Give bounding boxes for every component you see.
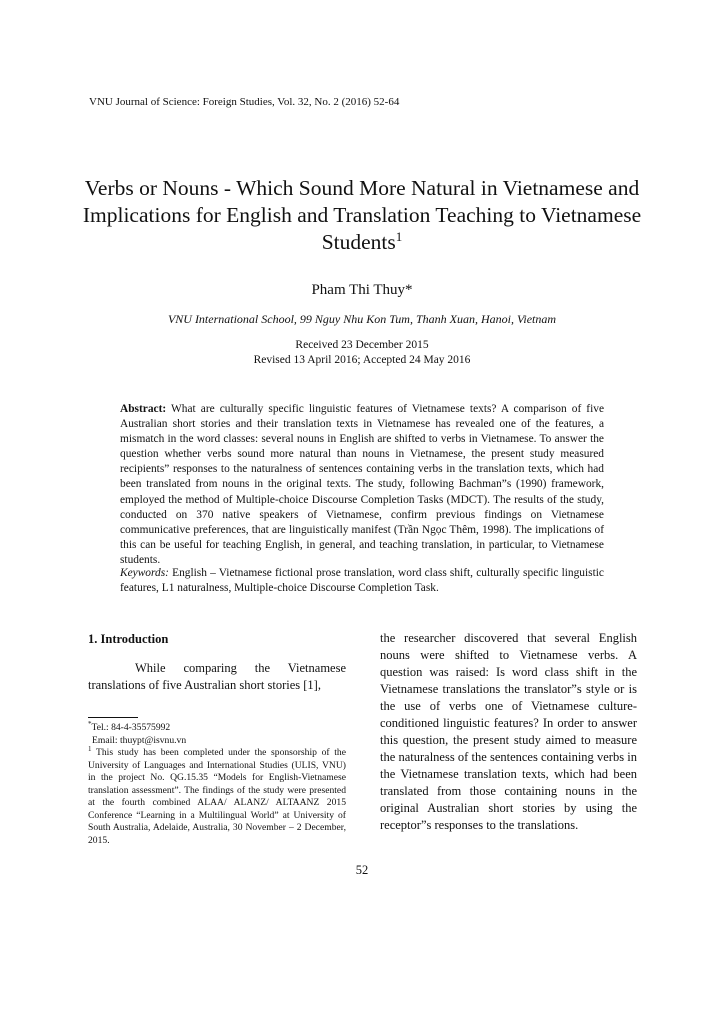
received-date: Received 23 December 2015 bbox=[295, 339, 429, 351]
abstract bbox=[120, 402, 604, 568]
page-number: 52 bbox=[355, 863, 369, 877]
footnote-sponsorship-mark: 1 bbox=[88, 744, 92, 753]
author-name: Pham Thi Thuy* bbox=[311, 282, 413, 298]
introduction-paragraph-right: the researcher discovered that several English nouns were shifted to Vietnamese verbs. A question was raised: Is word class shift in the Vietnamese translations the translator”s style or is the use of verbs one of Vietnamese culture-conditioned linguistic features? In order to answer this question, the present study aimed to measure the naturalness of the sentences containing verbs in the Vietnamese translation texts, which had been translated from those containing nouns in the original Australian short stories by using the receptor”s responses to the translations. bbox=[380, 631, 637, 832]
keywords-text: English – Vietnamese fictional prose translation, word class shift, culturally specific linguistic features, L1 naturalness, Multiple-choice Discourse Completion Task. bbox=[120, 567, 604, 595]
footnote-tel bbox=[88, 719, 346, 735]
title-footnote-mark: 1 bbox=[395, 228, 403, 244]
paper-title bbox=[70, 175, 654, 256]
footnote-sponsorship-text: This study has been completed under the sponsorship of the University of Languages and International Studies (ULIS, VNU) in the project No. QG.15.35 “Models for English-Vietnamese translation assessment”. The findings of the study were presented at the fourth combined ALAA/ ALANZ/ ALTAANZ 2015 Conference “Learning in a Multilingual World” at University of South Australia, Adelaide, Australia, 30 November – 2 December, 2015. bbox=[88, 747, 346, 846]
section-heading-introduction: 1. Introduction bbox=[88, 632, 169, 646]
introduction-paragraph-left: While comparing the Vietnamese translations of five Australian short stories [1], bbox=[88, 661, 346, 692]
revised-accepted-date: Revised 13 April 2016; Accepted 24 May 2016 bbox=[253, 354, 471, 366]
footnotes bbox=[88, 719, 346, 847]
footnote-sponsorship bbox=[88, 744, 346, 847]
keywords bbox=[120, 566, 604, 596]
publication-dates bbox=[0, 338, 724, 368]
footnote-divider bbox=[88, 717, 138, 718]
abstract-text: What are culturally specific linguistic features of Vietnamese texts? A comparison of five Australian short stories and their translation texts in Vietnamese has revealed one of the features, a mismatch in the word classes: several nouns in English are shifted to verbs in Vietnamese. To answer the question whether verbs sound more natural than nouns in Vietnamese, the present study measured recipients” responses to the naturalness of sentences containing verbs in the translation texts, which had been translated from nouns in the original texts. The study, following Bachman”s (1990) framework, employed the method of Multiple-choice Discourse Completion Tasks (MDCT). The results of the study, conducted on 370 native speakers of Vietnamese, confirm previous findings on Vietnamese communicative preferences, that are linguistically manifest (Trần Ngọc Thêm, 1998). The implications of this can be useful for teaching English, in general, and teaching translation, in particular, to Vietnamese students. bbox=[120, 403, 604, 566]
footnote-tel-text: Tel.: 84-4-35575992 bbox=[91, 722, 171, 733]
keywords-label: Keywords: bbox=[120, 567, 169, 579]
paper-title-text: Verbs or Nouns - Which Sound More Natural in Vietnamese and Implications for English and Translation Teaching to Vietnamese Students bbox=[82, 176, 642, 254]
footnote-email: Email: thuypt@isvnu.vn bbox=[92, 734, 187, 746]
footnote-tel-mark: * bbox=[88, 719, 92, 728]
journal-header: VNU Journal of Science: Foreign Studies, Vol. 32, No. 2 (2016) 52-64 bbox=[89, 96, 400, 108]
author-affiliation: VNU International School, 99 Nguy Nhu Kon Tum, Thanh Xuan, Hanoi, Vietnam bbox=[167, 312, 557, 326]
abstract-label: Abstract: bbox=[120, 403, 167, 415]
